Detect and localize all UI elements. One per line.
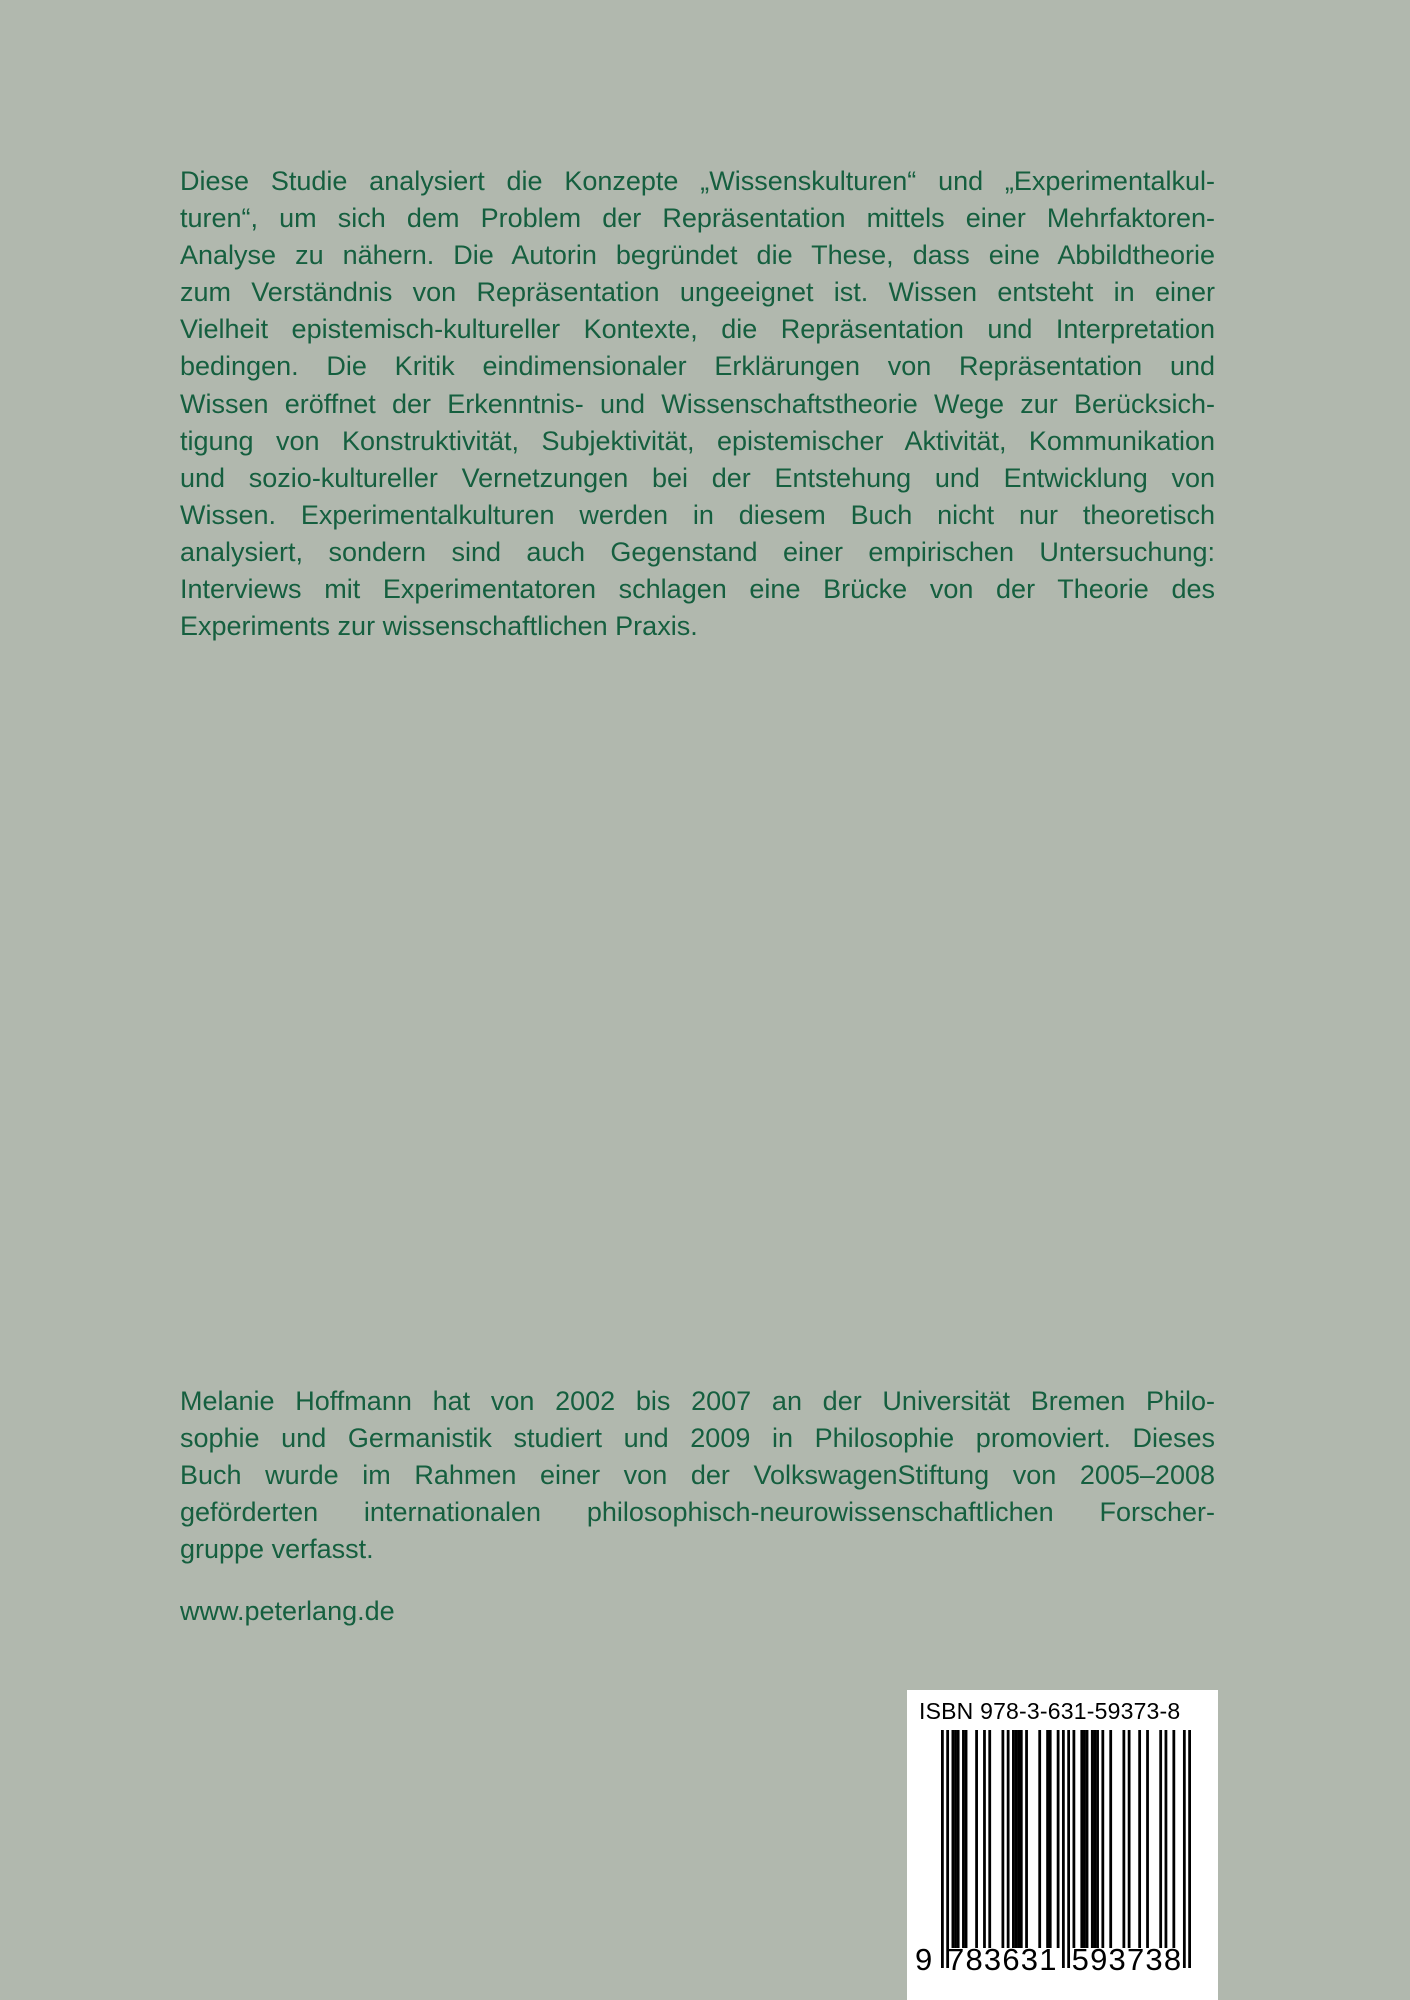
isbn-barcode: [907, 1690, 1218, 2000]
biography-line: sophie und Germanistik studiert und 2009 in Philosophie promoviert. Dieses: [180, 1423, 1215, 1454]
description-line: bedingen. Die Kritik eindimensionaler Erklärungen von Repräsentation und: [180, 351, 1215, 382]
barcode-guard-bar: [1183, 1730, 1186, 1968]
barcode-bar: [1122, 1730, 1125, 1948]
description-line: Wissen. Experimentalkulturen werden in diesem Buch nicht nur theoretisch: [180, 499, 1215, 530]
barcode-bar: [1020, 1730, 1023, 1948]
barcode-bar: [1172, 1730, 1175, 1948]
description-line: turen“, um sich dem Problem der Repräsentation mittels einer Mehrfaktoren-: [180, 203, 1215, 234]
barcode-bar: [1057, 1730, 1060, 1948]
book-description: [180, 163, 1215, 645]
barcode-bar: [1012, 1730, 1015, 1948]
barcode-bar: [1073, 1730, 1076, 1948]
barcode-guard-bar: [1062, 1730, 1065, 1968]
description-line: Experiments zur wissenschaftlichen Praxis.: [180, 611, 698, 642]
description-line: Wissen eröffnet der Erkenntnis- und Wissenschaftstheorie Wege zur Berücksich-: [180, 388, 1215, 419]
barcode-bar: [1046, 1730, 1049, 1948]
description-line: analysiert, sondern sind auch Gegenstand einer empirischen Untersuchung:: [180, 536, 1215, 567]
author-biography: [180, 1383, 1215, 1568]
biography-line: geförderten internationalen philosophisch-neurowissenschaftlichen Forscher-: [180, 1497, 1215, 1528]
barcode-bar: [1109, 1730, 1112, 1948]
barcode-bar: [988, 1730, 991, 1948]
barcode-bar: [1001, 1730, 1004, 1948]
biography-line: Buch wurde im Rahmen einer von der VolkswagenStiftung von 2005–2008: [180, 1460, 1215, 1491]
barcode-left-group: 783631: [947, 1942, 1058, 1977]
barcode-bar: [1025, 1730, 1028, 1948]
barcode-bar: [1083, 1730, 1086, 1948]
barcode-bar: [1007, 1730, 1010, 1948]
barcode-bar: [965, 1730, 968, 1948]
barcode-bar: [1086, 1730, 1089, 1948]
barcode-bar: [954, 1730, 957, 1948]
barcode-bar: [957, 1730, 960, 1948]
barcode-bar: [1015, 1730, 1018, 1948]
barcode-bar: [1017, 1730, 1020, 1948]
barcode-guard-bar: [1067, 1730, 1070, 1968]
barcode-guard-bar: [941, 1730, 944, 1968]
barcode-bar: [1101, 1730, 1104, 1948]
barcode-guard-bar: [946, 1730, 949, 1968]
barcode-bar: [1146, 1730, 1149, 1948]
description-line: und sozio-kultureller Vernetzungen bei der Entstehung und Entwicklung von: [180, 462, 1215, 493]
barcode-bar: [983, 1730, 986, 1948]
barcode-guard-bar: [1188, 1730, 1191, 1968]
barcode-bar: [962, 1730, 965, 1948]
barcode-bar: [975, 1730, 978, 1948]
barcode-bar: [1080, 1730, 1083, 1948]
barcode-bar: [1138, 1730, 1141, 1948]
biography-line: Melanie Hoffmann hat von 2002 bis 2007 an der Universität Bremen Philo-: [180, 1386, 1215, 1416]
description-line: Interviews mit Experimentatoren schlagen eine Brücke von der Theorie des: [180, 574, 1215, 605]
biography-line: gruppe verfasst.: [180, 1534, 374, 1565]
publisher-website[interactable]: www.peterlang.de: [180, 1596, 395, 1626]
barcode-bar: [952, 1730, 955, 1948]
description-line: Analyse zu nähern. Die Autorin begründet die These, dass eine Abbildtheorie: [180, 240, 1215, 271]
barcode-bar: [1165, 1730, 1168, 1948]
barcode-bar: [1096, 1730, 1099, 1948]
description-line: tigung von Konstruktivität, Subjektivität, epistemischer Aktivität, Kommunikation: [180, 425, 1215, 456]
description-line: Diese Studie analysiert die Konzepte „Wissenskulturen“ und „Experimentalkul-: [180, 166, 1215, 196]
description-line: zum Verständnis von Repräsentation ungeeignet ist. Wissen entsteht in einer: [180, 277, 1215, 308]
description-line: Vielheit epistemisch-kultureller Kontexte, die Repräsentation und Interpretation: [180, 314, 1215, 345]
barcode-bar: [1128, 1730, 1131, 1948]
barcode-digits: [915, 1942, 1182, 1978]
barcode-bar: [1159, 1730, 1162, 1948]
barcode-bar: [1094, 1730, 1097, 1948]
barcode-first-digit: 9: [915, 1942, 933, 1977]
barcode-bar: [1091, 1730, 1094, 1948]
barcode-bar: [1049, 1730, 1052, 1948]
isbn-label: ISBN 978-3-631-59373-8: [919, 1698, 1181, 1724]
barcode-bar: [1038, 1730, 1041, 1948]
barcode-right-group: 593738: [1071, 1942, 1183, 1977]
